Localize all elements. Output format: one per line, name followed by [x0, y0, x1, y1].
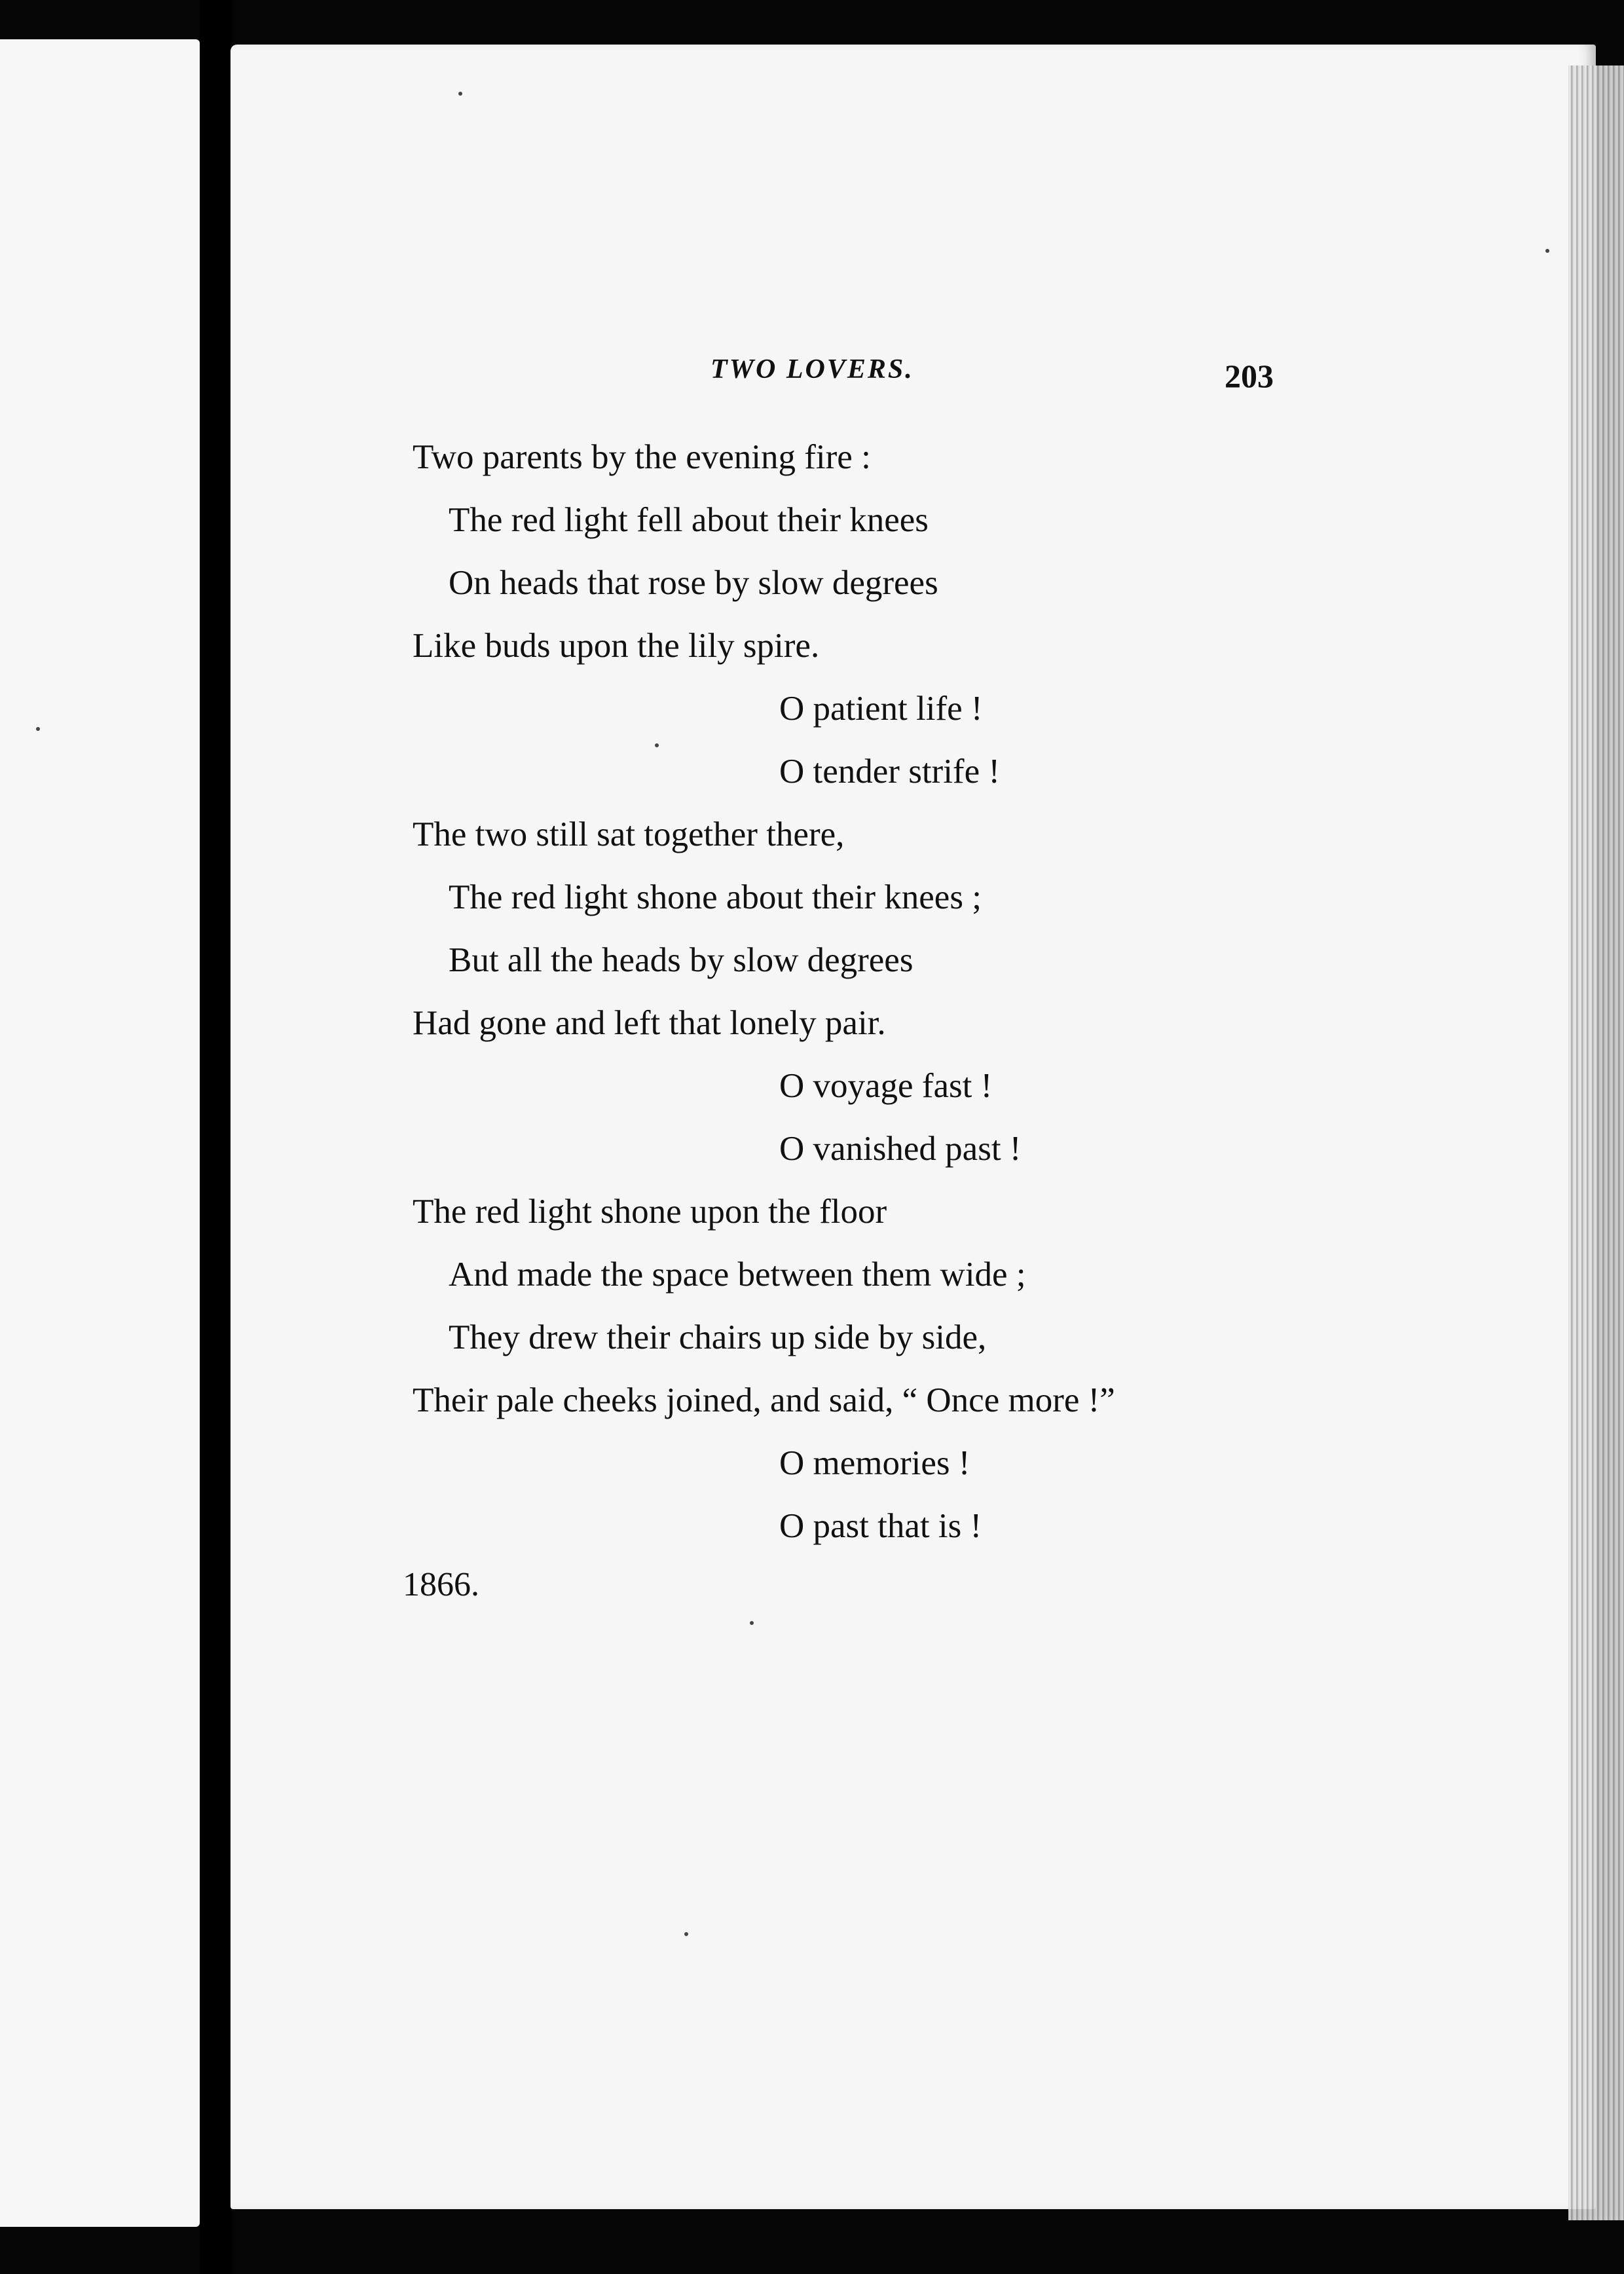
refrain-line: O memories ! [779, 1444, 970, 1482]
poem-line: Like buds upon the lily spire. [413, 627, 820, 665]
poem-line: Had gone and left that lonely pair. [413, 1004, 886, 1042]
poem-line: They drew their chairs up side by side, [449, 1318, 987, 1356]
poem-body [413, 426, 1329, 1557]
poem-line: The red light shone about their knees ; [449, 878, 982, 916]
refrain-line: O tender strife ! [779, 753, 1000, 791]
dust-speck [458, 92, 462, 96]
poem-line: Their pale cheeks joined, and said, “ Once more !” [413, 1381, 1115, 1419]
page-edges [1568, 65, 1624, 2220]
poem-line: And made the space between them wide ; [449, 1256, 1026, 1294]
poem-line: On heads that rose by slow degrees [449, 564, 938, 602]
stanza-3 [413, 1180, 1329, 1557]
refrain-line: O past that is ! [779, 1507, 982, 1545]
book-gutter [200, 0, 232, 2274]
poem-line: The red light shone upon the floor [413, 1193, 887, 1231]
dust-speck [684, 1932, 688, 1936]
page-number: 203 [1225, 358, 1274, 394]
dust-speck [750, 1621, 754, 1625]
dust-speck [1545, 249, 1549, 253]
poem-line: Two parents by the evening fire : [413, 438, 871, 476]
running-head: TWO LOVERS. [710, 354, 914, 384]
refrain-line: O voyage fast ! [779, 1067, 993, 1105]
poem-line: The red light fell about their knees [449, 501, 929, 539]
facing-page-edge [0, 39, 200, 2227]
refrain-line: O patient life ! [779, 690, 983, 728]
dust-speck [655, 743, 659, 747]
stanza-1 [413, 426, 1329, 803]
poem-line: But all the heads by slow degrees [449, 941, 913, 979]
dust-speck [36, 727, 40, 731]
stanza-2 [413, 803, 1329, 1180]
poem-line: The two still sat together there, [413, 815, 845, 853]
refrain-line: O vanished past ! [779, 1130, 1022, 1168]
poem-date: 1866. [403, 1566, 479, 1603]
